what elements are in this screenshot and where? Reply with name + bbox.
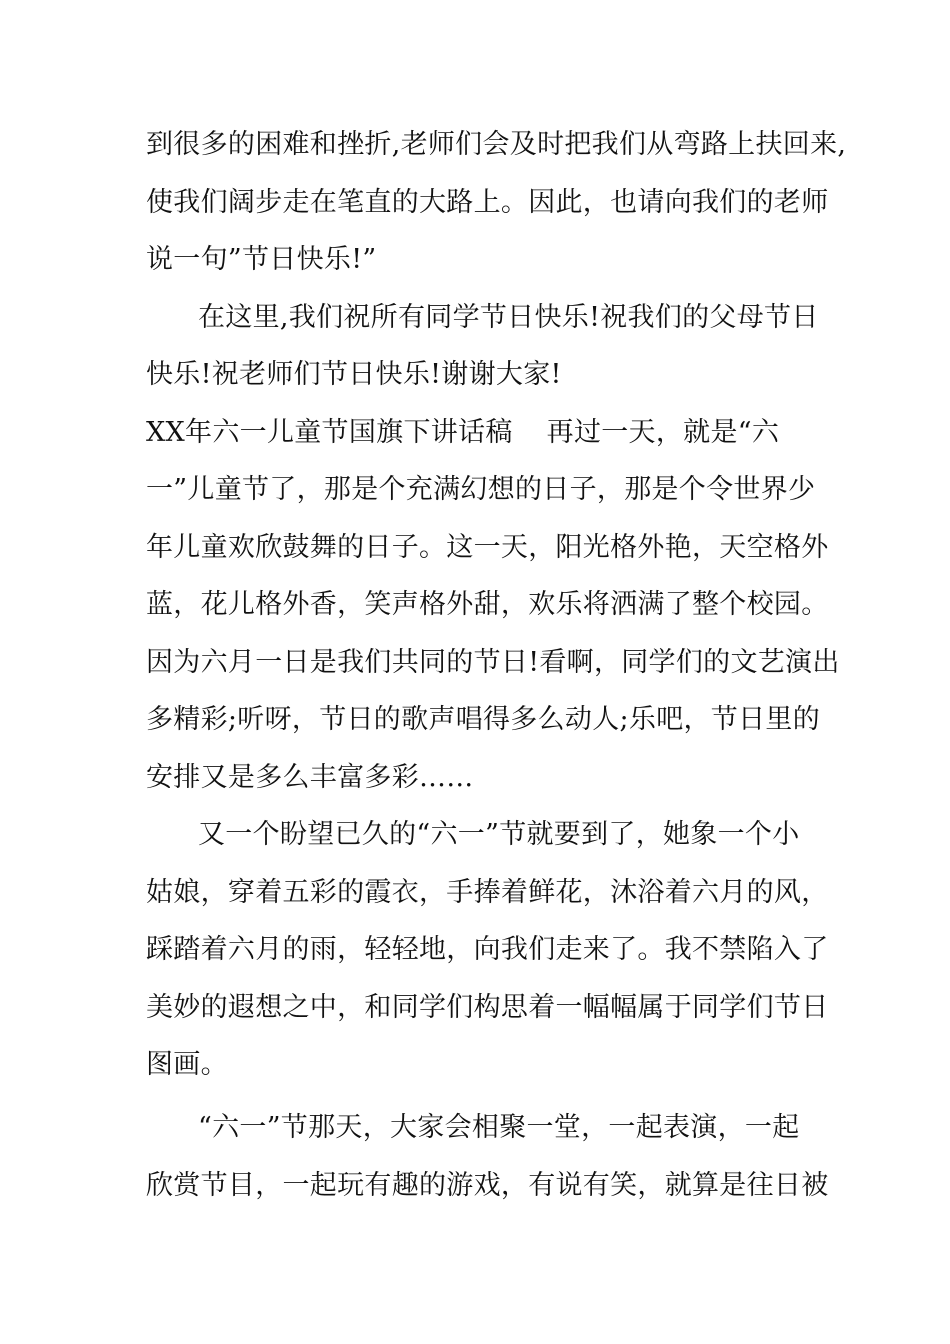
text-line: 图画。 [146, 1049, 228, 1080]
paragraph-first-line: 在这里,我们祝所有同学节日快乐!祝我们的父母节日 [198, 302, 819, 333]
text-line: 年儿童欢欣鼓舞的日子。这一天，阳光格外艳，天空格外 [146, 532, 829, 563]
text-line: 使我们阔步走在笔直的大路上。因此，也请向我们的老师 [146, 187, 829, 218]
text-line: 到很多的困难和挫折,老师们会及时把我们从弯路上扶回来, [146, 129, 847, 160]
text-line: 一”儿童节了，那是个充满幻想的日子，那是个令世界少 [146, 474, 816, 505]
text-line: 欣赏节目，一起玩有趣的游戏，有说有笑，就算是往日被 [146, 1170, 829, 1201]
text-line: 美妙的遐想之中，和同学们构思着一幅幅属于同学们节日 [146, 992, 829, 1023]
text-line: 快乐!祝老师们节日快乐!谢谢大家! [146, 359, 562, 390]
text-line: 踩踏着六月的雨，轻轻地，向我们走来了。我不禁陷入了 [146, 934, 829, 965]
section-first-text: 再过一天，就是“六 [546, 417, 780, 448]
section-heading-line [146, 413, 826, 453]
paragraph-first-line: 又一个盼望已久的“六一”节就要到了，她象一个小 [198, 819, 800, 850]
text-line: 安排又是多么丰富多彩…… [146, 762, 474, 793]
text-line: 姑娘，穿着五彩的霞衣，手捧着鲜花，沐浴着六月的风， [146, 877, 829, 908]
section-title: XX年六一儿童节国旗下讲话稿 [146, 417, 513, 448]
text-line: 因为六月一日是我们共同的节日!看啊，同学们的文艺演出 [146, 647, 840, 678]
paragraph-first-line: “六一”节那天，大家会相聚一堂，一起表演，一起 [198, 1112, 800, 1143]
text-line: 蓝，花儿格外香，笑声格外甜，欢乐将洒满了整个校园。 [146, 589, 829, 620]
text-line: 说一句”节日快乐!” [146, 244, 377, 275]
text-line: 多精彩;听呀，节日的歌声唱得多么动人;乐吧，节日里的 [146, 704, 820, 735]
